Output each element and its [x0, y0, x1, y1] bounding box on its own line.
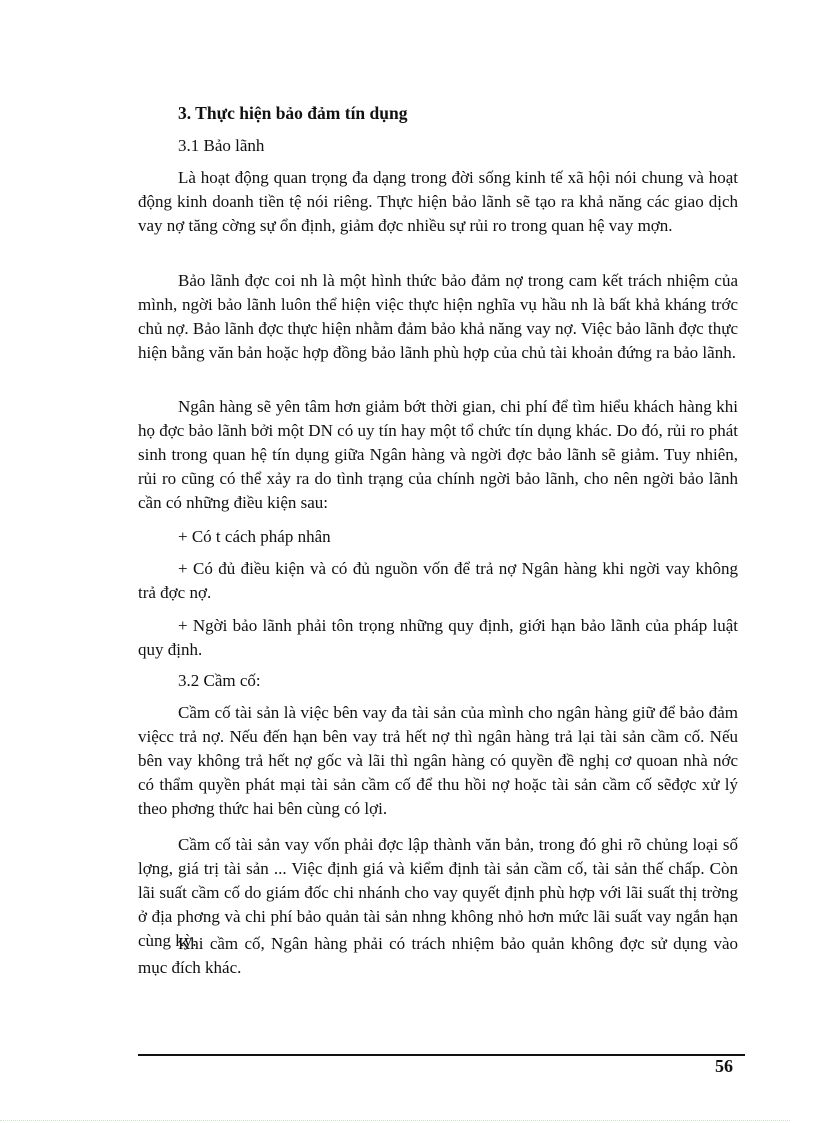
- condition-item: + Ngời bảo lãnh phải tôn trọng những quy định, giới hạn bảo lãnh của pháp luật quy định.: [138, 616, 738, 659]
- condition-item: + Có đủ điều kiện và có đủ nguồn vốn để trả nợ Ngân hàng khi ngời vay không trả đợc nợ.: [138, 559, 738, 602]
- paragraph: Cầm cố tài sản vay vốn phải đợc lập thành văn bản, trong đó ghi rõ chủng loại số lợng, giá trị tài sản ... Việc định giá và kiểm định tài sản cầm cố, tài sản thế chấp. Còn lãi suất cầm cố do giám đốc chi nhánh cho vay quyết định phù hợp với lãi suất thị trờng ở địa phơng và chi phí bảo quản tài sản nhng không nhỏ hơn mức lãi suất vay ngắn hạn cùng kỳ.: [138, 835, 738, 950]
- page-boundary-dotted-line: [0, 1120, 790, 1121]
- paragraph: Là hoạt động quan trọng đa dạng trong đời sống kinh tế xã hội nói chung và hoạt động kinh doanh tiền tệ nói riêng. Thực hiện bảo lãnh sẽ tạo ra khả năng các giao dịch vay nợ tăng cờng sự ổn định, giảm đợc nhiều sự rủi ro trong quan hệ vay mợn.: [138, 168, 738, 235]
- paragraph: Khi cầm cố, Ngân hàng phải có trách nhiệm bảo quản không đợc sử dụng vào mục đích khác.: [138, 934, 738, 977]
- paragraph: Cầm cố tài sản là việc bên vay đa tài sản của mình cho ngân hàng giữ để bảo đảm việcc trả nợ. Nếu đến hạn bên vay trả hết nợ thì ngân hàng trả lại tài sản cầm cố. Nếu bên vay không trả hết nợ gốc và lãi thì ngân hàng có quyền đề nghị cơ quoan nhà nớc có thẩm quyền phát mại tài sản cầm cố để thu hồi nợ hoặc tài sản cầm cố sẽđợc xử lý theo phơng thức hai bên cùng có lợi.: [138, 703, 738, 818]
- subsection-title-3-2: 3.2 Cầm cố:: [178, 671, 261, 690]
- condition-item: + Có t cách pháp nhân: [178, 527, 331, 546]
- subsection-title-3-1: 3.1 Bảo lãnh: [178, 136, 265, 155]
- page-number: 56: [715, 1056, 733, 1076]
- footer-rule: [138, 1054, 745, 1056]
- paragraph: Bảo lãnh đợc coi nh là một hình thức bảo đảm nợ trong cam kết trách nhiệm của mình, ngời bảo lãnh luôn thể hiện việc thực hiện nghĩa vụ hầu nh là bất khả kháng trớc chủ nợ. Bảo lãnh đợc thực hiện nhằm đảm bảo khả năng vay nợ. Việc bảo lãnh đợc thực hiện bằng văn bản hoặc hợp đồng bảo lãnh phù hợp của chủ tài khoản đứng ra bảo lãnh.: [138, 271, 738, 362]
- section-heading: 3. Thực hiện bảo đảm tín dụng: [178, 103, 408, 123]
- paragraph: Ngân hàng sẽ yên tâm hơn giảm bớt thời gian, chi phí để tìm hiểu khách hàng khi họ đợc bảo lãnh bởi một DN có uy tín hay một tổ chức tín dụng khác. Do đó, rủi ro phát sinh trong quan hệ tín dụng giữa Ngân hàng và ngời đợc bảo lãnh sẽ giảm. Tuy nhiên, rủi ro cũng có thể xảy ra do tình trạng của chính ngời bảo lãnh, cho nên ngời bảo lãnh cần có những điều kiện sau:: [138, 397, 738, 512]
